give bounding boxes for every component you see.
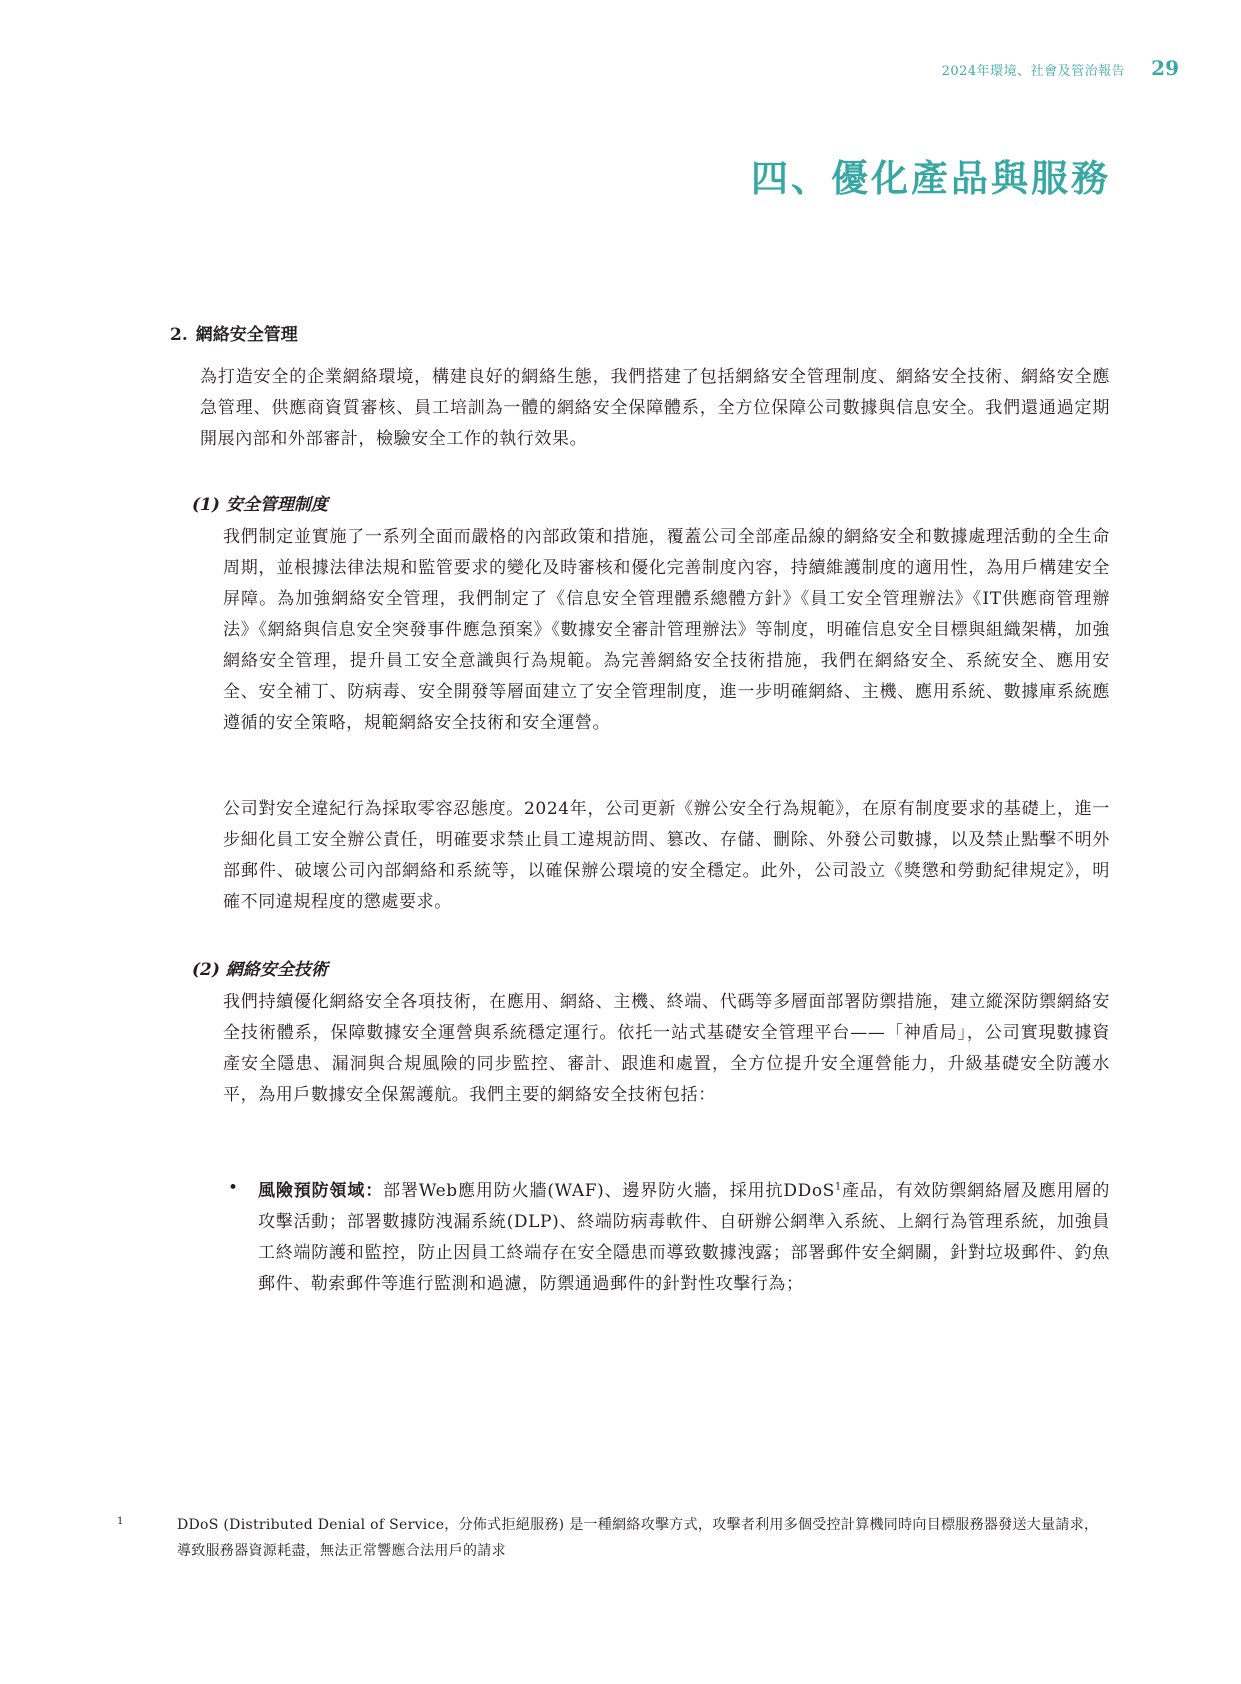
- footnote-mark: 1: [117, 1516, 124, 1527]
- footnote-reference[interactable]: 1: [834, 1181, 842, 1193]
- subsection-1-title: [192, 490, 328, 515]
- subsection-1-paragraph-b: 公司對安全違紀行為採取零容忍態度。2024年，公司更新《辦公安全行為規範》，在原有制度要求的基礎上，進一步細化員工安全辦公責任，明確要求禁止員工違規訪問、篡改、存儲、刪除、外發公司數據，以及禁止點擊不明外部郵件、破壞公司內部網絡和系統等，以確保辦公環境的安全穩定。此外，公司設立《獎懲和勞動紀律規定》，明確不同違規程度的懲處要求。: [223, 799, 1110, 912]
- page-header: [942, 56, 1179, 80]
- section-number: 2.: [170, 325, 188, 345]
- subsection-2-number: (2): [192, 960, 220, 980]
- footnote-text: DDoS (Distributed Denial of Service，分佈式拒絕服務) 是一種網絡攻擊方式，攻擊者利用多個受控計算機同時向目標服務器發送大量請求，導致服務器資源耗盡，無法正常響應合法用戶的請求: [177, 1517, 1099, 1559]
- bullet-symbol: •: [228, 1178, 239, 1198]
- page-number: 29: [1151, 56, 1179, 80]
- subsection-2-title-text: 網絡安全技術: [225, 960, 328, 980]
- subsection-1-number: (1): [192, 495, 220, 515]
- section-title: [170, 320, 298, 345]
- subsection-1-title-text: 安全管理制度: [225, 495, 328, 515]
- section-intro-paragraph: 為打造安全的企業網絡環境，構建良好的網絡生態，我們搭建了包括網絡安全管理制度、網絡安全技術、網絡安全應急管理、供應商資質審核、員工培訓為一體的網絡安全保障體系，全方位保障公司數據與信息安全。我們還通過定期開展內部和外部審計，檢驗安全工作的執行效果。: [200, 367, 1110, 449]
- subsection-2-paragraph-a: 我們持續優化網絡安全各項技術，在應用、網絡、主機、終端、代碼等多層面部署防禦措施，建立縱深防禦網絡安全技術體系，保障數據安全運營與系統穩定運行。依托一站式基礎安全管理平台——「神盾局」，公司實現數據資產安全隱患、漏洞與合規風險的同步監控、審計、跟進和處置，全方位提升安全運營能力，升級基礎安全防護水平，為用戶數據安全保駕護航。我們主要的網絡安全技術包括：: [223, 992, 1110, 1105]
- section-title-text: 網絡安全管理: [195, 325, 298, 345]
- subsection-2-title: [192, 955, 328, 980]
- bullet-item-risk-prevention: [258, 1176, 1110, 1300]
- bullet-text-before-sup: 部署Web應用防火牆(WAF)、邊界防火牆，採用抗DDoS: [383, 1181, 835, 1201]
- chapter-title: 四、優化產品與服務: [751, 156, 1111, 200]
- bullet-lead: 風險預防領域：: [258, 1181, 384, 1201]
- bullet-text-after-sup: 產品，有效防禦網絡層及應用層的攻擊活動；部署數據防洩漏系統(DLP)、終端防病毒軟件、自研辦公網準入系統、上網行為管理系統，加強員工終端防護和監控，防止因員工終端存在安全隱患而導致數據洩露；部署郵件安全網關，針對垃圾郵件、釣魚郵件、勒索郵件等進行監測和過濾，防禦通過郵件的針對性攻擊行為；: [258, 1181, 1111, 1294]
- report-name: 2024年環境、社會及管治報告: [941, 64, 1126, 79]
- subsection-1-paragraph-a: 我們制定並實施了一系列全面而嚴格的內部政策和措施，覆蓋公司全部產品線的網絡安全和數據處理活動的全生命周期，並根據法律法規和監管要求的變化及時審核和優化完善制度內容，持續維護制度的適用性，為用戶構建安全屏障。為加強網絡安全管理，我們制定了《信息安全管理體系總體方針》《員工安全管理辦法》《IT供應商管理辦法》《網絡與信息安全突發事件應急預案》《數據安全審計管理辦法》等制度，明確信息安全目標與組織架構，加強網絡安全管理，提升員工安全意識與行為規範。為完善網絡安全技術措施，我們在網絡安全、系統安全、應用安全、安全補丁、防病毒、安全開發等層面建立了安全管理制度，進一步明確網絡、主機、應用系統、數據庫系統應遵循的安全策略，規範網絡安全技術和安全運營。: [223, 527, 1110, 733]
